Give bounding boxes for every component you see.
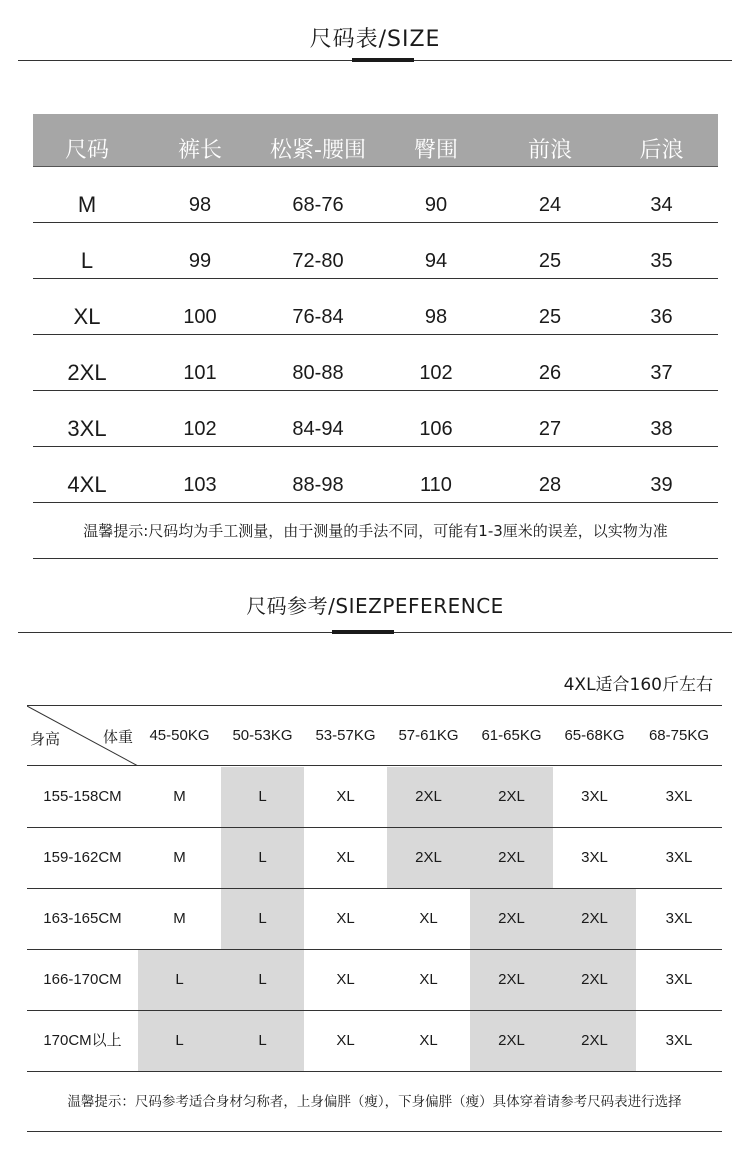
recommended-size-cell: L [221, 828, 304, 888]
size-cell: M [77, 192, 97, 217]
measurement-cell: 80-88 [292, 362, 344, 384]
size-row [33, 335, 718, 391]
weight-header: 53-57KG [315, 727, 376, 744]
measurement-cell: 25 [538, 306, 562, 328]
weight-header: 65-68KG [564, 727, 625, 744]
header-waist: 松紧-腰围 [270, 138, 366, 163]
size-row [33, 391, 718, 447]
size-cell: L [80, 248, 94, 273]
recommended-size-cell: XL [419, 971, 438, 988]
recommended-size-cell: 2XL [470, 828, 553, 888]
measurement-cell: 72-80 [292, 250, 344, 272]
measurement-cell: 102 [183, 418, 217, 440]
weight-header: 61-65KG [481, 727, 542, 744]
recommended-size-cell: 2XL [553, 889, 636, 949]
header-size: 尺码 [64, 138, 109, 163]
recommended-size-cell: 3XL [665, 910, 693, 927]
size-row [33, 279, 718, 335]
recommended-size-cell: 2XL [470, 767, 553, 827]
recommended-size-cell: 2XL [470, 889, 553, 949]
recommended-size-cell: 3XL [665, 1032, 693, 1049]
recommended-size-cell: 2XL [387, 828, 470, 888]
measurement-cell: 27 [538, 418, 562, 440]
weight-header: 57-61KG [398, 727, 459, 744]
measurement-cell: 88-98 [292, 474, 344, 496]
measurement-note: 温馨提示:尺码均为手工测量，由于测量的手法不同，可能有1-3厘米的误差，以实物为准 [33, 503, 718, 559]
measurement-cell: 101 [183, 362, 217, 384]
measurement-cell: 38 [650, 418, 673, 440]
size-reference-title: 尺码参考/SIEZPEFERENCE [246, 594, 504, 618]
measurement-cell: 39 [650, 474, 673, 496]
recommended-size-cell: L [138, 1011, 221, 1071]
header-back-rise: 后浪 [639, 138, 684, 163]
recommended-size-cell: 2XL [470, 950, 553, 1010]
height-cell: 163-165CM [43, 910, 122, 927]
recommended-size-cell: 2XL [470, 1011, 553, 1071]
fit-note: 4XL适合160斤左右 [563, 675, 713, 695]
recommended-size-cell: L [221, 950, 304, 1010]
recommended-size-cell: M [173, 788, 186, 805]
recommended-size-cell: L [221, 1011, 304, 1071]
measurement-cell: 28 [538, 474, 562, 496]
recommended-size-cell: XL [336, 788, 355, 805]
measurement-cell: 106 [419, 418, 453, 440]
recommended-size-cell: 2XL [387, 767, 470, 827]
weight-header: 50-53KG [232, 727, 293, 744]
size-chart-title: 尺码表/SIZE [309, 27, 441, 52]
recommended-size-cell: 2XL [553, 950, 636, 1010]
measurement-cell: 68-76 [292, 194, 344, 216]
size-row [33, 223, 718, 279]
recommended-size-cell: L [138, 950, 221, 1010]
corner-weight-label: 体重 [103, 728, 134, 746]
recommended-size-cell: XL [336, 1032, 355, 1049]
reference-row [27, 1011, 722, 1072]
reference-row [27, 950, 722, 1011]
reference-row [27, 767, 722, 828]
measurement-cell: 34 [650, 194, 673, 216]
height-cell: 166-170CM [43, 971, 122, 988]
measurement-cell: 103 [183, 474, 217, 496]
header-hip: 臀围 [413, 138, 458, 163]
measurement-cell: 98 [424, 306, 448, 328]
recommended-size-cell: XL [336, 849, 355, 866]
size-cell: XL [73, 304, 101, 329]
recommended-size-cell: 3XL [665, 971, 693, 988]
measurement-cell: 25 [538, 250, 562, 272]
recommended-size-cell: 3XL [665, 849, 693, 866]
reference-row [27, 828, 722, 889]
measurement-cell: 100 [183, 306, 217, 328]
recommended-size-cell: L [221, 767, 304, 827]
measurement-cell: 102 [419, 362, 453, 384]
recommended-size-cell: M [173, 849, 186, 866]
title-accent-bar-2 [332, 630, 394, 634]
height-cell: 170CM以上 [43, 1032, 122, 1049]
measurement-cell: 36 [650, 306, 673, 328]
measurement-cell: 76-84 [292, 306, 344, 328]
weight-header: 45-50KG [149, 727, 210, 744]
header-front-rise: 前浪 [527, 138, 572, 163]
measurement-cell: 90 [424, 194, 448, 216]
measurement-cell: 84-94 [292, 418, 344, 440]
weight-header: 68-75KG [648, 727, 710, 744]
recommended-size-cell: M [173, 910, 186, 927]
recommended-size-cell: XL [419, 1032, 438, 1049]
recommended-size-cell: 3XL [665, 788, 693, 805]
recommended-size-cell: L [221, 889, 304, 949]
measurement-cell: 35 [650, 250, 673, 272]
height-cell: 155-158CM [43, 788, 122, 805]
header-length: 裤长 [177, 138, 222, 163]
reference-row [27, 889, 722, 950]
recommended-size-cell: XL [419, 910, 438, 927]
height-cell: 159-162CM [43, 849, 122, 866]
title-accent-bar [352, 58, 414, 62]
size-cell: 3XL [67, 416, 107, 441]
reference-table-header [27, 706, 722, 766]
measurement-cell: 99 [188, 250, 212, 272]
measurement-cell: 24 [538, 194, 562, 216]
reference-note: 温馨提示：尺码参考适合身材匀称者，上身偏胖（瘦），下身偏胖（瘦）具体穿着请参考尺码表进行选择 [27, 1072, 722, 1132]
recommended-size-cell: 2XL [553, 1011, 636, 1071]
size-table-header [33, 114, 718, 167]
recommended-size-cell: XL [336, 971, 355, 988]
size-cell: 2XL [67, 360, 107, 385]
measurement-cell: 94 [424, 250, 448, 272]
size-row [33, 447, 718, 503]
corner-height-label: 身高 [30, 730, 61, 748]
measurement-cell: 37 [650, 362, 673, 384]
size-cell: 4XL [67, 472, 107, 497]
recommended-size-cell: 3XL [581, 849, 608, 866]
size-row [33, 167, 718, 223]
recommended-size-cell: XL [336, 910, 355, 927]
measurement-cell: 98 [188, 194, 212, 216]
recommended-size-cell: 3XL [581, 788, 608, 805]
measurement-cell: 110 [420, 474, 452, 496]
measurement-cell: 26 [538, 362, 562, 384]
